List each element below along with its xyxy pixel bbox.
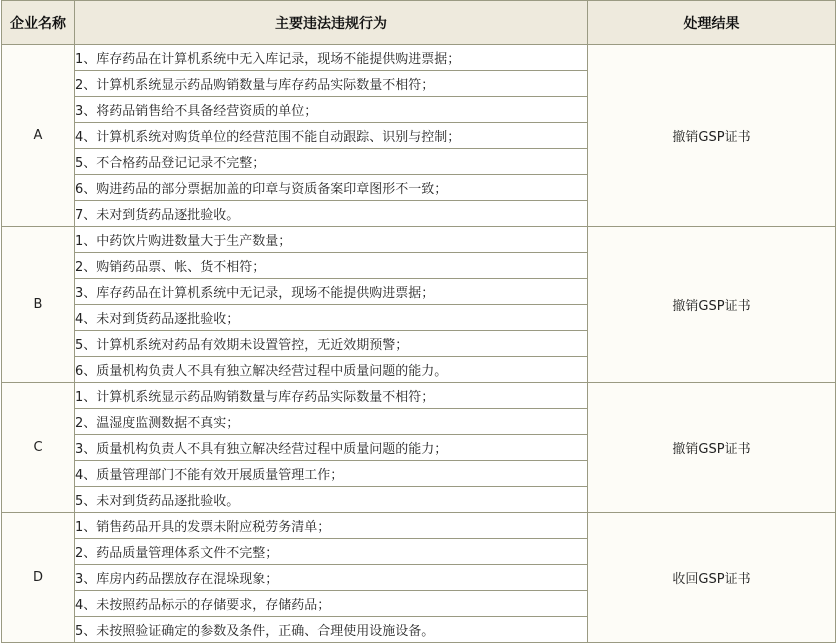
table-row bbox=[2, 513, 836, 539]
company-name: C bbox=[2, 383, 75, 513]
table-body bbox=[2, 45, 836, 643]
header-row bbox=[2, 1, 836, 45]
violation-item: 2、购销药品票、帐、货不相符； bbox=[75, 253, 588, 279]
result-cell: 撤销GSP证书 bbox=[588, 45, 836, 227]
header-company: 企业名称 bbox=[2, 1, 75, 45]
company-name: B bbox=[2, 227, 75, 383]
violation-item: 4、未对到货药品逐批验收； bbox=[75, 305, 588, 331]
violation-item: 4、质量管理部门不能有效开展质量管理工作； bbox=[75, 461, 588, 487]
violation-item: 7、未对到货药品逐批验收。 bbox=[75, 201, 588, 227]
header-result: 处理结果 bbox=[588, 1, 836, 45]
violation-item: 4、未按照药品标示的存储要求，存储药品； bbox=[75, 591, 588, 617]
violation-item: 1、中药饮片购进数量大于生产数量； bbox=[75, 227, 588, 253]
violation-item: 4、计算机系统对购货单位的经营范围不能自动跟踪、识别与控制； bbox=[75, 123, 588, 149]
result-cell: 撤销GSP证书 bbox=[588, 227, 836, 383]
violation-item: 1、库存药品在计算机系统中无入库记录，现场不能提供购进票据； bbox=[75, 45, 588, 71]
violation-item: 5、未按照验证确定的参数及条件，正确、合理使用设施设备。 bbox=[75, 617, 588, 643]
table-row bbox=[2, 383, 836, 409]
table-row bbox=[2, 227, 836, 253]
header-violations: 主要违法违规行为 bbox=[75, 1, 588, 45]
violation-item: 2、药品质量管理体系文件不完整； bbox=[75, 539, 588, 565]
violation-item: 5、不合格药品登记记录不完整； bbox=[75, 149, 588, 175]
violation-item: 3、将药品销售给不具备经营资质的单位； bbox=[75, 97, 588, 123]
violation-item: 5、计算机系统对药品有效期未设置管控，无近效期预警； bbox=[75, 331, 588, 357]
violation-item: 2、计算机系统显示药品购销数量与库存药品实际数量不相符； bbox=[75, 71, 588, 97]
violation-item: 1、计算机系统显示药品购销数量与库存药品实际数量不相符； bbox=[75, 383, 588, 409]
violation-item: 3、库存药品在计算机系统中无记录，现场不能提供购进票据； bbox=[75, 279, 588, 305]
violation-item: 3、库房内药品摆放存在混垛现象； bbox=[75, 565, 588, 591]
violation-item: 6、质量机构负责人不具有独立解决经营过程中质量问题的能力。 bbox=[75, 357, 588, 383]
company-name: A bbox=[2, 45, 75, 227]
company-name: D bbox=[2, 513, 75, 643]
violation-item: 3、质量机构负责人不具有独立解决经营过程中质量问题的能力； bbox=[75, 435, 588, 461]
violation-item: 1、销售药品开具的发票未附应税劳务清单； bbox=[75, 513, 588, 539]
violation-item: 6、购进药品的部分票据加盖的印章与资质备案印章图形不一致； bbox=[75, 175, 588, 201]
violations-table bbox=[1, 0, 836, 643]
result-cell: 收回GSP证书 bbox=[588, 513, 836, 643]
violation-item: 5、未对到货药品逐批验收。 bbox=[75, 487, 588, 513]
table-row bbox=[2, 45, 836, 71]
result-cell: 撤销GSP证书 bbox=[588, 383, 836, 513]
violation-item: 2、温湿度监测数据不真实； bbox=[75, 409, 588, 435]
